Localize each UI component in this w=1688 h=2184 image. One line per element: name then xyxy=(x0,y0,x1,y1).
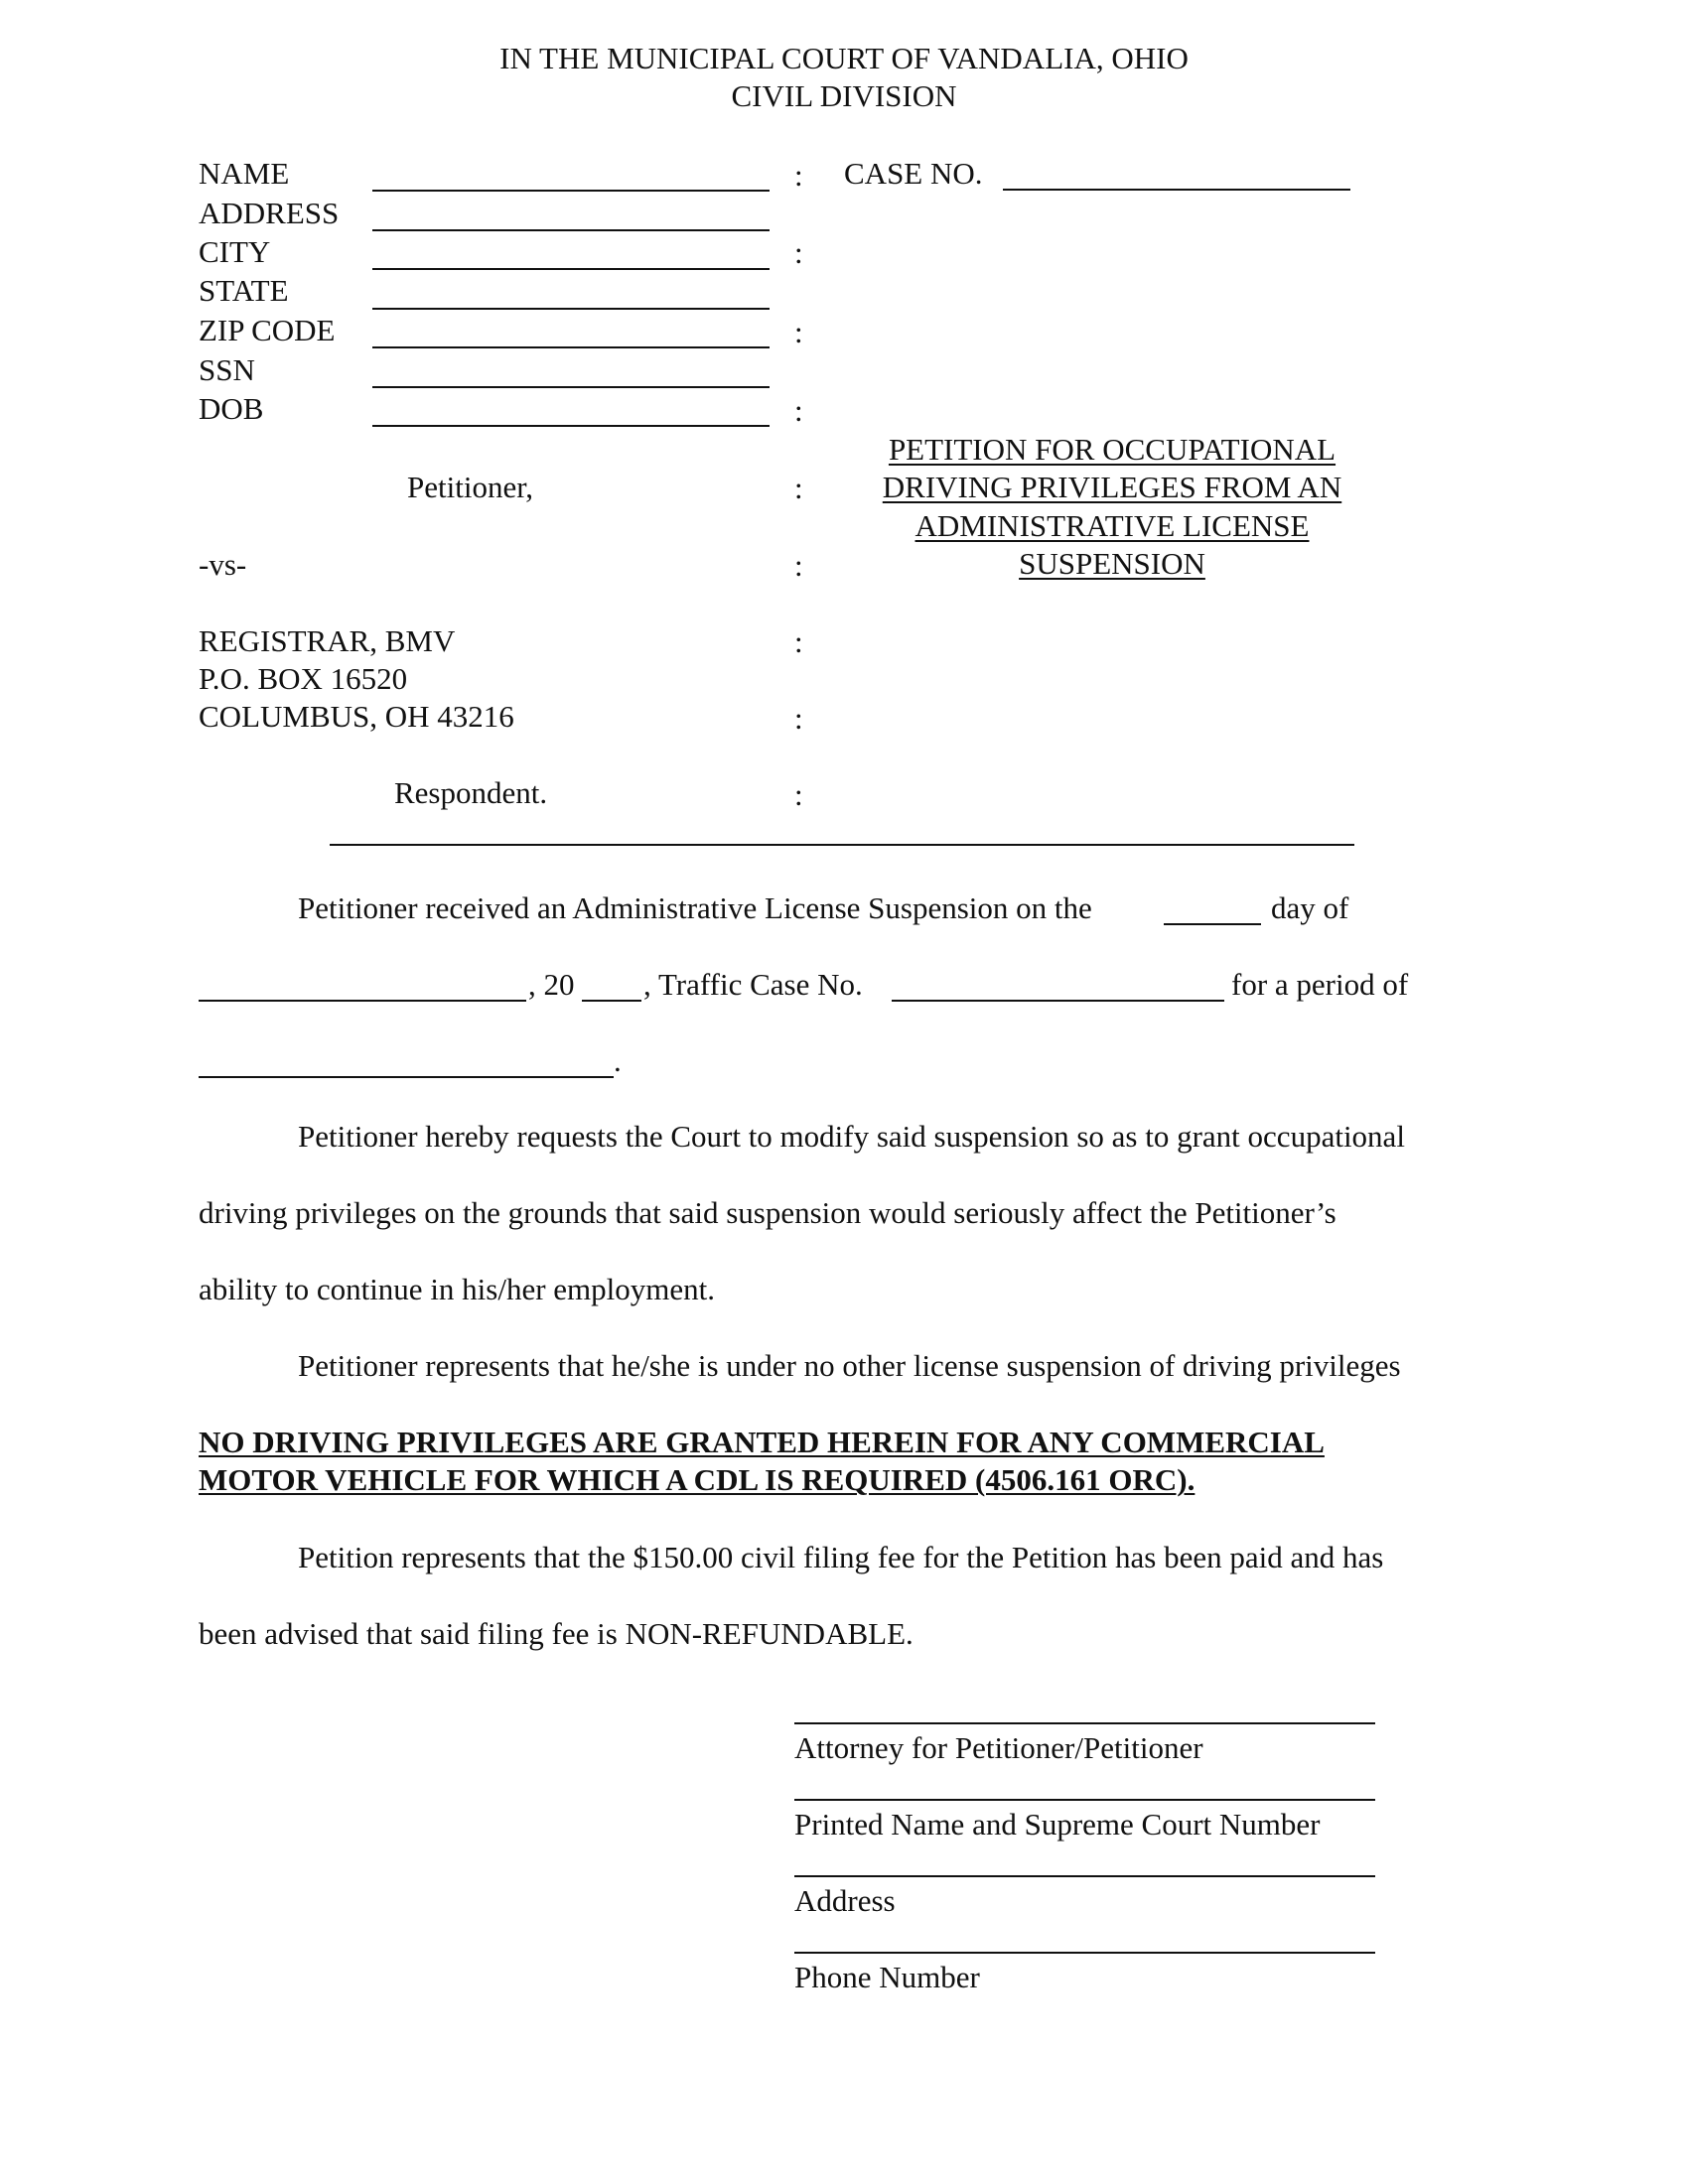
dob-blank-line[interactable] xyxy=(372,425,770,427)
respondent-city-state: COLUMBUS, OH 43216 xyxy=(199,699,514,734)
printed-name-blank-line[interactable] xyxy=(794,1799,1375,1801)
day-blank-line[interactable] xyxy=(1164,923,1261,925)
attorney-signature-label: Attorney for Petitioner/Petitioner xyxy=(794,1730,1203,1765)
caption-colon: : xyxy=(794,315,803,349)
versus-label: -vs- xyxy=(199,547,247,582)
p1-text-f: . xyxy=(614,1043,622,1078)
case-no-blank-line[interactable] xyxy=(1003,189,1350,191)
p1-text-c: , 20 xyxy=(528,967,575,1002)
field-label-zip-code: ZIP CODE xyxy=(199,313,336,347)
division-heading: CIVIL DIVISION xyxy=(731,78,957,113)
petition-title-line-4: SUSPENSION xyxy=(1019,546,1205,581)
name-blank-line[interactable] xyxy=(372,190,770,192)
field-label-dob: DOB xyxy=(199,391,264,426)
field-label-city: CITY xyxy=(199,234,271,269)
month-blank-line[interactable] xyxy=(199,1000,526,1002)
petition-title-line-1: PETITION FOR OCCUPATIONAL xyxy=(888,432,1336,467)
cdl-notice-line-2: MOTOR VEHICLE FOR WHICH A CDL IS REQUIRED (4506.161 ORC). xyxy=(199,1462,1196,1497)
p4-line-1: Petition represents that the $150.00 civil filing fee for the Petition has been paid and has xyxy=(298,1540,1384,1574)
field-label-ssn: SSN xyxy=(199,352,255,387)
phone-number-label: Phone Number xyxy=(794,1960,980,1994)
respondent-label: Respondent. xyxy=(394,775,548,810)
caption-colon: : xyxy=(794,158,803,193)
caption-colon: : xyxy=(794,471,803,505)
caption-colon: : xyxy=(794,548,803,583)
respondent-name: REGISTRAR, BMV xyxy=(199,623,456,658)
signature-blank-line[interactable] xyxy=(794,1722,1375,1724)
p2-line-2: driving privileges on the grounds that said suspension would seriously affect the Petitioner’s xyxy=(199,1195,1336,1230)
caption-separator xyxy=(330,844,1354,846)
field-label-state: STATE xyxy=(199,273,289,308)
printed-name-label: Printed Name and Supreme Court Number xyxy=(794,1807,1321,1842)
field-label-name: NAME xyxy=(199,156,290,191)
address-blank-line[interactable] xyxy=(372,229,770,231)
cdl-notice-line-1: NO DRIVING PRIVILEGES ARE GRANTED HEREIN FOR ANY COMMERCIAL xyxy=(199,1425,1325,1459)
caption-colon: : xyxy=(794,235,803,270)
court-heading: IN THE MUNICIPAL COURT OF VANDALIA, OHIO xyxy=(499,41,1189,75)
caption-colon: : xyxy=(794,777,803,812)
p1-text-d: , Traffic Case No. xyxy=(643,967,863,1002)
p1-text-b: day of xyxy=(1271,890,1349,925)
ssn-blank-line[interactable] xyxy=(372,386,770,388)
case-no-label: CASE NO. xyxy=(844,156,983,191)
caption-colon: : xyxy=(794,701,803,736)
p1-text-a: Petitioner received an Administrative License Suspension on the xyxy=(298,890,1092,925)
caption-colon: : xyxy=(794,393,803,428)
traffic-case-blank-line[interactable] xyxy=(892,1000,1224,1002)
period-blank-line[interactable] xyxy=(199,1076,614,1078)
p3-text: Petitioner represents that he/she is under no other license suspension of driving privileges xyxy=(298,1348,1401,1383)
state-blank-line[interactable] xyxy=(372,308,770,310)
petitioner-label: Petitioner, xyxy=(407,470,534,504)
caption-colon: : xyxy=(794,624,803,659)
p2-line-1: Petitioner hereby requests the Court to modify said suspension so as to grant occupational xyxy=(298,1119,1405,1154)
respondent-po-box: P.O. BOX 16520 xyxy=(199,661,408,696)
phone-blank-line[interactable] xyxy=(794,1952,1375,1954)
petition-title-line-3: ADMINISTRATIVE LICENSE xyxy=(914,508,1310,543)
address-signature-blank-line[interactable] xyxy=(794,1875,1375,1877)
zip-code-blank-line[interactable] xyxy=(372,346,770,348)
p2-line-3: ability to continue in his/her employment. xyxy=(199,1272,716,1306)
address-signature-label: Address xyxy=(794,1883,896,1918)
city-blank-line[interactable] xyxy=(372,268,770,270)
year-blank-line[interactable] xyxy=(582,1000,641,1002)
field-label-address: ADDRESS xyxy=(199,196,340,230)
petition-title-line-2: DRIVING PRIVILEGES FROM AN xyxy=(882,470,1342,504)
p4-line-2: been advised that said filing fee is NON-REFUNDABLE. xyxy=(199,1616,914,1651)
p1-text-e: for a period of xyxy=(1231,967,1409,1002)
